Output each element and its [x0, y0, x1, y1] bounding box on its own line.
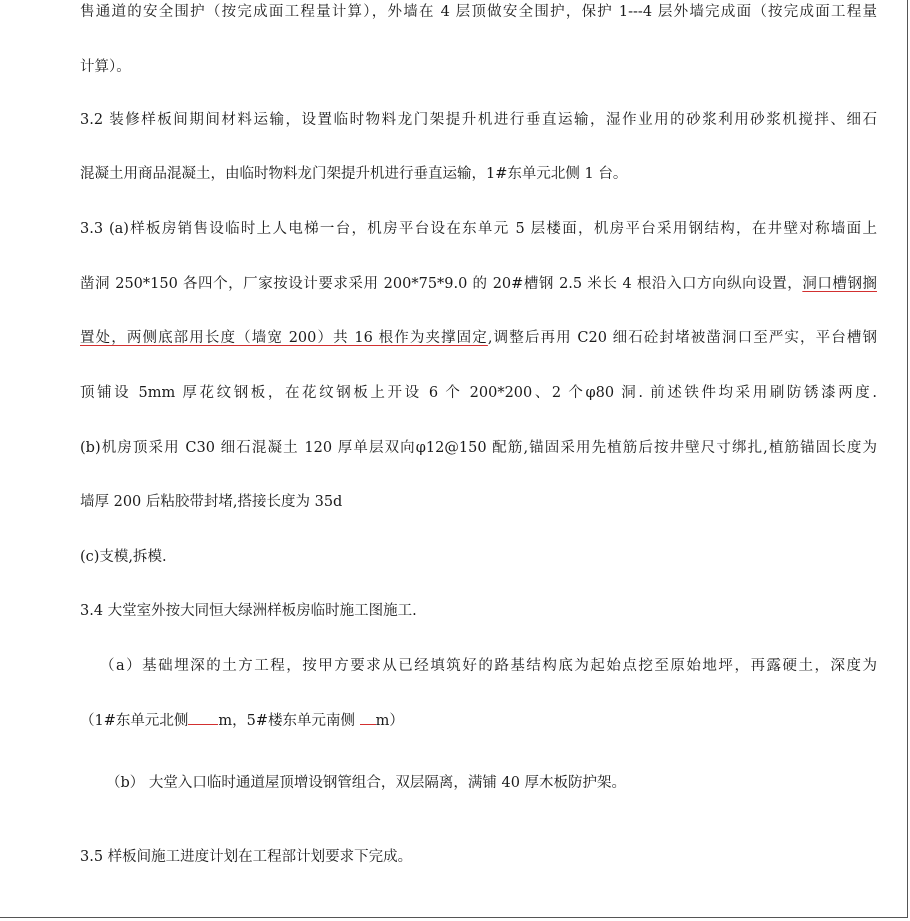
line-text: （1#东单元北侧	[80, 713, 189, 729]
section-3-4-heading: 3.4 大堂室外按大同恒大绿洲样板房临时施工图施工.	[80, 603, 417, 619]
section-3-3-line-1: 3.3 (a)样板房销售设临时上人电梯一台，机房平台设在东单元 5 层楼面，机房平台采用钢结构，在井壁对称墙面上	[80, 221, 877, 237]
section-3-4-b: （b） 大堂入口临时通道屋顶增设钢管组合，双层隔离，满铺 40 厚木板防护架。	[106, 775, 627, 791]
section-3-3-c: (c)支模,拆模.	[80, 549, 167, 565]
section-3-4-a-line-2	[80, 710, 877, 731]
line-text: ,调整后再用 C20 细石砼封堵被凿洞口至严实，平台槽钢	[487, 330, 877, 346]
section-3-2-line-2: 混凝土用商品混凝土，由临时物料龙门架提升机进行垂直运输，1#东单元北侧 1 台。	[80, 166, 628, 182]
section-3-2-line-1: 3.2 装修样板间期间材料运输，设置临时物料龙门架提升机进行垂直运输，湿作业用的砂浆利用砂浆机搅拌、细石	[80, 112, 877, 128]
section-3-3-line-2	[80, 274, 877, 294]
section-3-3-b-line-2: 墙厚 200 后粘胶带封堵,搭接长度为 35d	[80, 494, 343, 510]
section-3-4-a-line-1: （a）基础埋深的土方工程，按甲方要求从已经填筑好的路基结构底为起始点挖至原始地坪，再露硬土，深度为	[100, 658, 877, 674]
fill-in-blank	[360, 710, 376, 725]
line-text: m，5#楼东单元南侧	[218, 713, 360, 729]
section-3-3-b-line-1: (b)机房顶采用 C30 细石混凝土 120 厚单层双向φ12@150 配筋,锚固采用先植筋后按井壁尺寸绑扎,植筋锚固长度为	[80, 440, 877, 456]
paragraph-line: 售通道的安全围护（按完成面工程量计算），外墙在 4 层顶做安全围护，保护 1---4 层外墙完成面（按完成面工程量	[80, 4, 877, 20]
section-3-3-line-3	[80, 328, 877, 348]
underlined-text: 洞口槽钢搁	[802, 276, 877, 292]
section-3-5: 3.5 样板间施工进度计划在工程部计划要求下完成。	[80, 849, 413, 865]
line-text: m）	[375, 713, 404, 729]
paragraph-line: 计算）。	[80, 59, 131, 75]
section-3-3-line-4: 顶铺设 5mm 厚花纹钢板，在花纹钢板上开设 6 个 200*200、2 个φ80 洞. 前述铁件均采用刷防锈漆两度.	[80, 385, 877, 401]
fill-in-blank	[188, 710, 218, 725]
line-text: 凿洞 250*150 各四个，厂家按设计要求采用 200*75*9.0 的 20#槽钢 2.5 米长 4 根沿入口方向纵向设置，	[80, 276, 803, 292]
underlined-text: 置处，两侧底部用长度（墙宽 200）共 16 根作为夹撑固定	[80, 330, 488, 346]
